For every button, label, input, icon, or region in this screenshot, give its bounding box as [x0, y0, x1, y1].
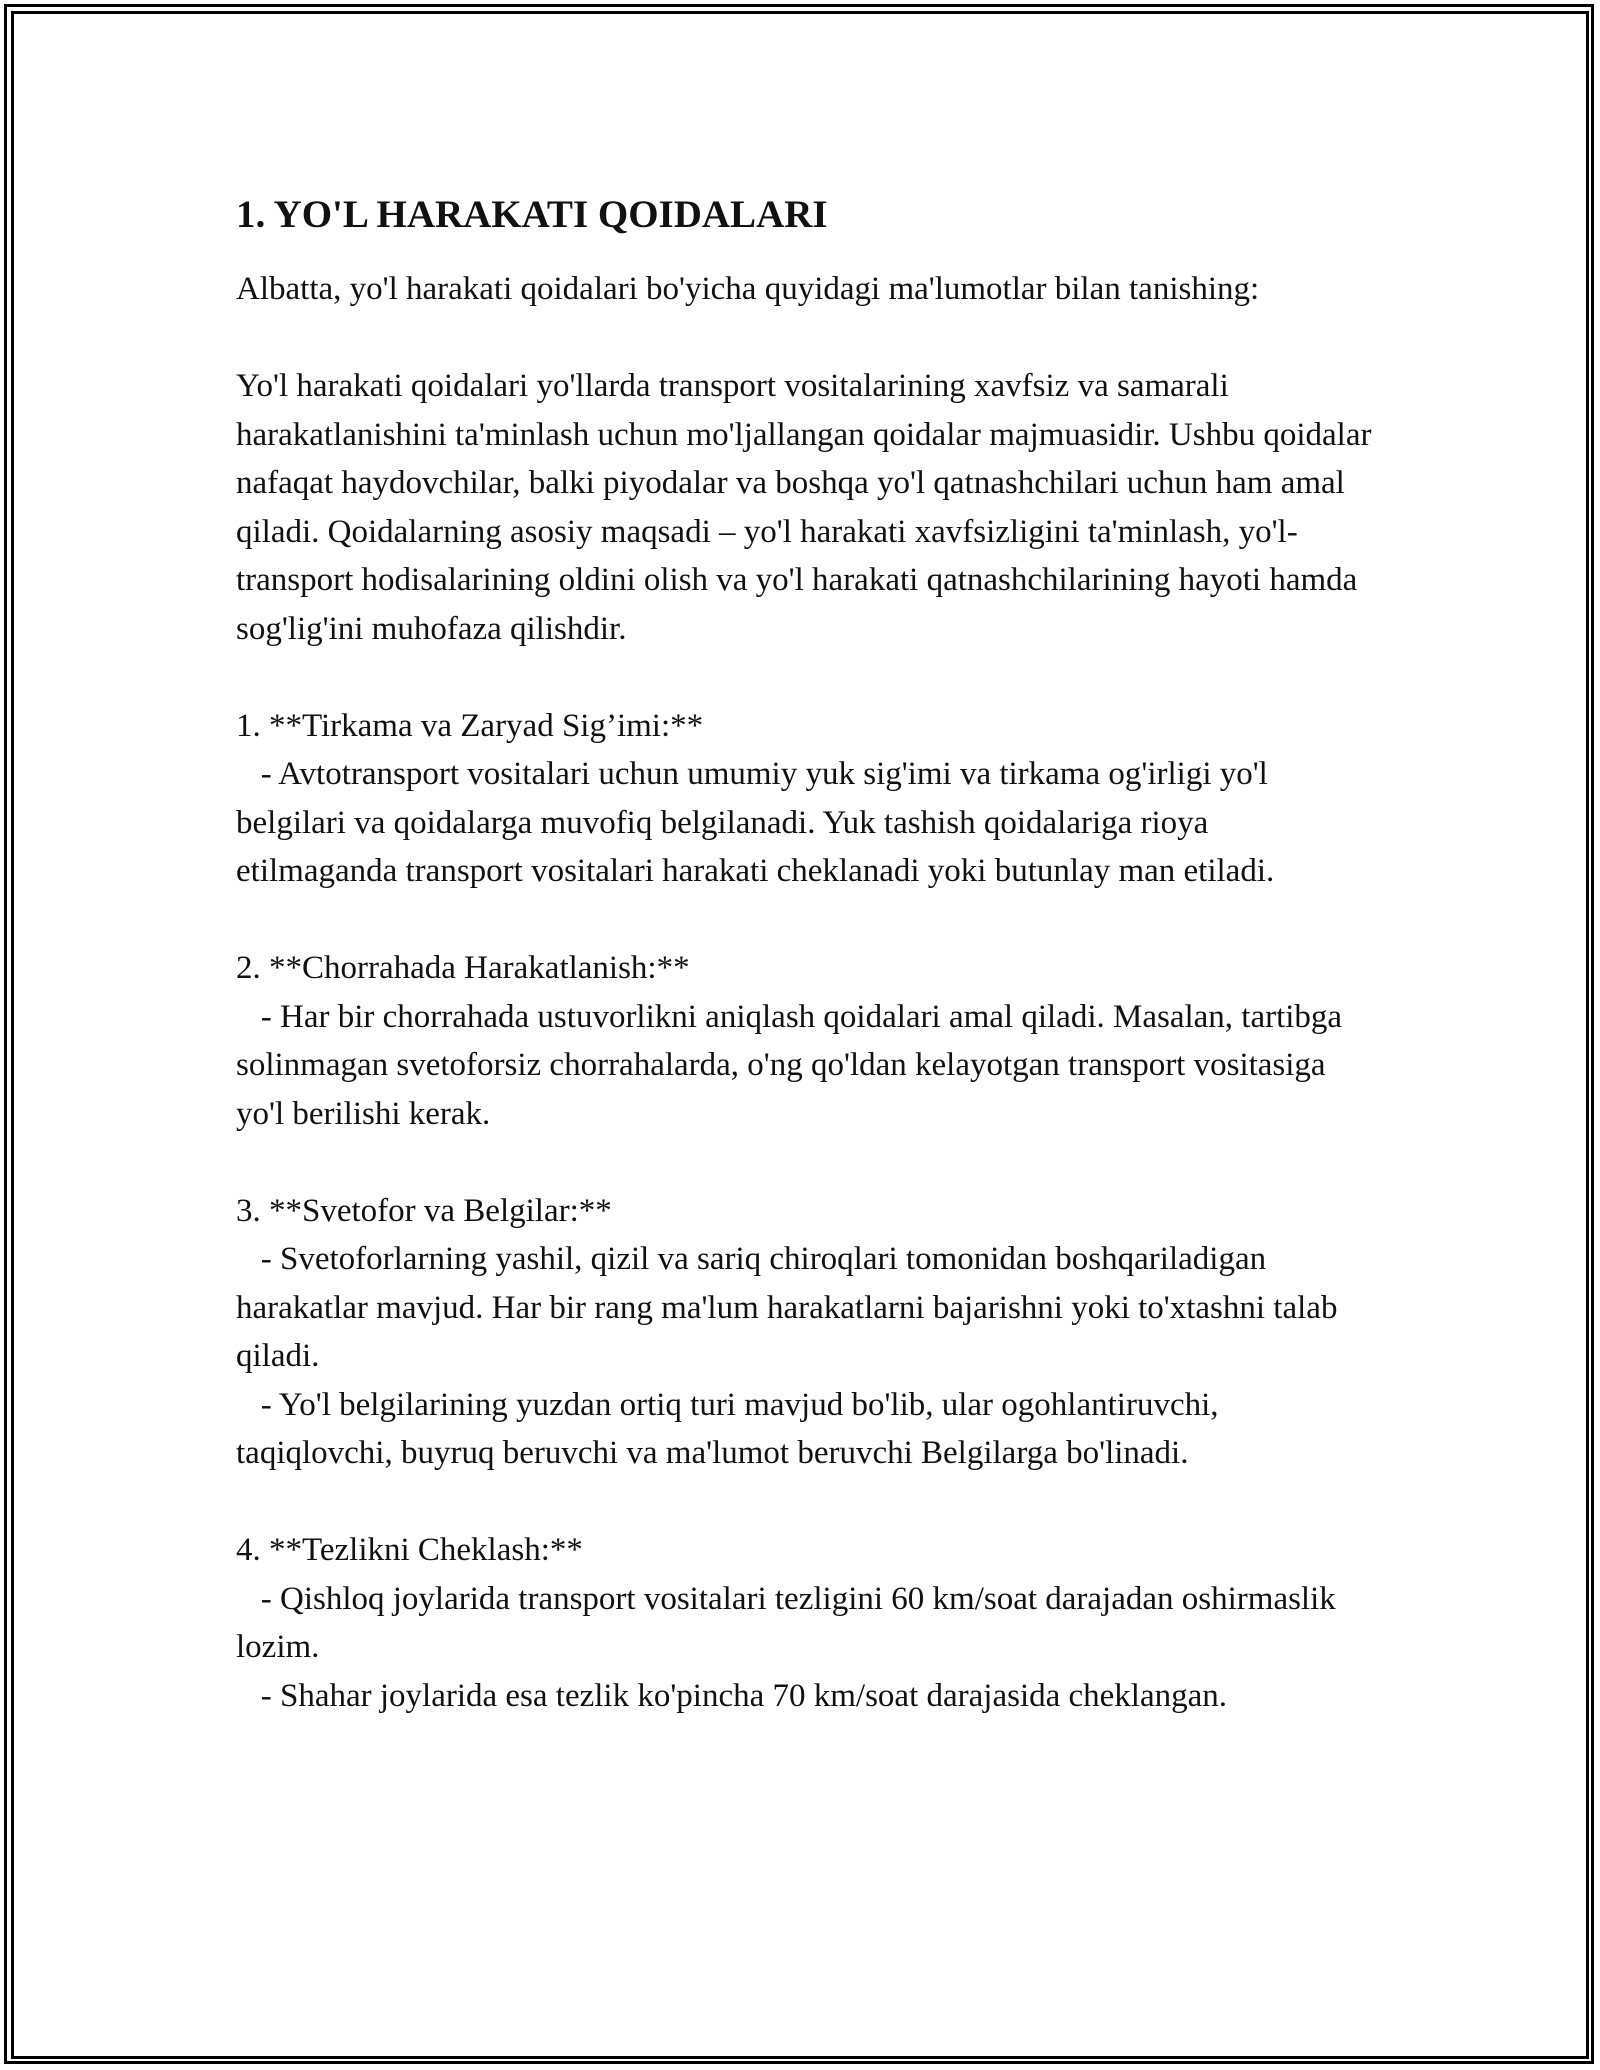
section-bullet: - Qishloq joylarida transport vositalari tezligini 60 km/soat darajadan oshirmaslik lozim. [236, 1580, 1345, 1665]
section-bullet: - Shahar joylarida esa tezlik ko'pincha 70 km/soat darajasida cheklangan. [236, 1677, 1228, 1714]
section-bullet: - Svetoforlarning yashil, qizil va sariq chiroqlari tomonidan boshqariladigan harakatlar mavjud. Har bir rang ma'lum harakatlarni bajarishni yoki to'xtashni talab qiladi. [236, 1241, 1346, 1374]
spacer [236, 896, 1376, 945]
section-3 [236, 1187, 1376, 1478]
overview-paragraph: Yo'l harakati qoidalari yo'llarda transport vositalarining xavfsiz va samarali harakatlanishini ta'minlash uchun mo'ljallangan qoidalar majmuasidir. Ushbu qoidalar nafaqat haydovchilar, balki piyodalar va boshqa yo'l qatnashchilari uchun ham amal qiladi. Qoidalarning asosiy maqsadi – yo'l harakati xavfsizligini ta'minlash, yo'l-transport hodisalarining oldini olish va yo'l harakati qatnashchilarining hayoti hamda sog'lig'ini muhofaza qilishdir. [236, 368, 1372, 647]
section-heading: 1. **Tirkama va Zaryad Sig’imi:** [236, 707, 704, 744]
section-bullet: - Avtotransport vositalari uchun umumiy yuk sig'imi va tirkama og'irligi yo'l belgilari va qoidalarga muvofiq belgilanadi. Yuk tashish qoidalariga rioya etilmaganda transport vositalari harakati cheklanadi yoki butunlay man etiladi. [236, 756, 1277, 889]
spacer [236, 314, 1376, 363]
spacer [236, 653, 1376, 702]
section-1 [236, 702, 1376, 896]
section-bullet: - Yo'l belgilarining yuzdan ortiq turi mavjud bo'lib, ular ogohlantiruvchi, taqiqlovchi, buyruq beruvchi va ma'lumot beruvchi Belgilarga bo'linadi. [236, 1386, 1227, 1471]
section-heading: 3. **Svetofor va Belgilar:** [236, 1192, 612, 1229]
section-bullet: - Har bir chorrahada ustuvorlikni aniqlash qoidalari amal qiladi. Masalan, tartibga solinmagan svetoforsiz chorrahalarda, o'ng qo'ldan kelayotgan transport vositasiga yo'l berilishi kerak. [236, 998, 1351, 1132]
page-title: 1. YO'L HARAKATI QOIDALARI [236, 193, 828, 236]
section-4 [236, 1526, 1376, 1720]
section-heading: 4. **Tezlikni Cheklash:** [236, 1532, 583, 1568]
spacer [236, 1478, 1376, 1527]
intro-paragraph: Albatta, yo'l harakati qoidalari bo'yicha quyidagi ma'lumotlar bilan tanishing: [236, 271, 1260, 307]
section-heading: 2. **Chorrahada Harakatlanish:** [236, 950, 690, 986]
section-2 [236, 944, 1376, 1138]
spacer [236, 1138, 1376, 1187]
document-body [236, 190, 1376, 1720]
